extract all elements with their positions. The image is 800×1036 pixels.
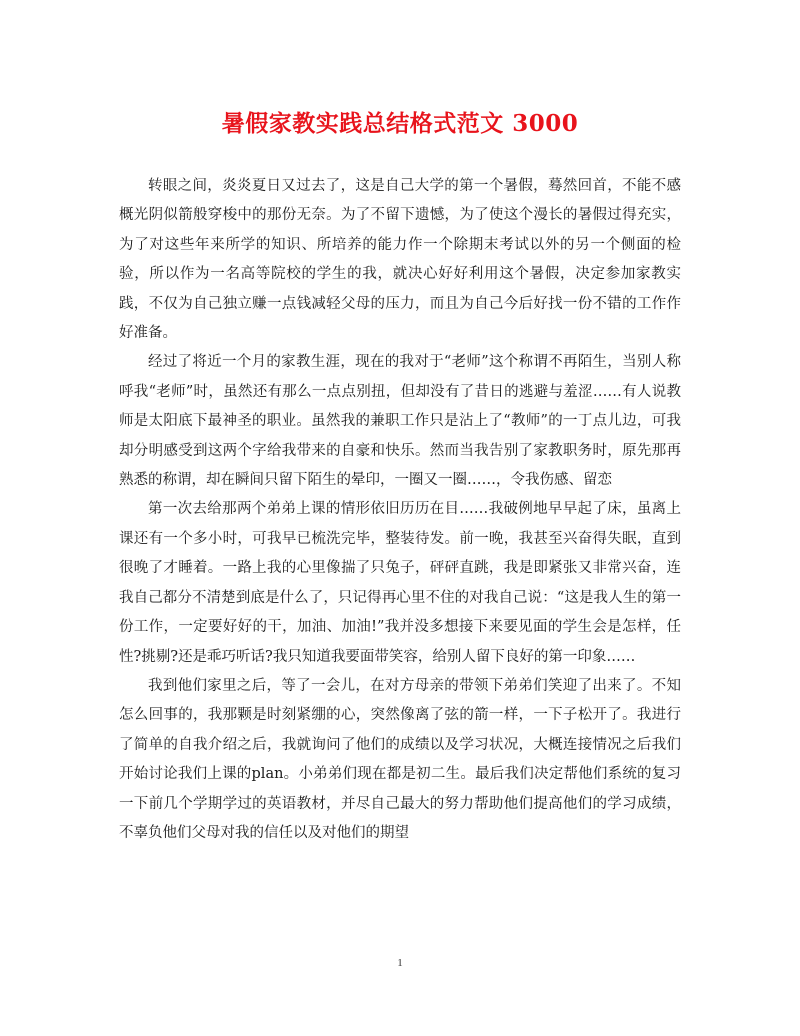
paragraph-2: 经过了将近一个月的家教生涯，现在的我对于“老师”这个称谓不再陌生，当别人称呼我“老师”时，虽然还有那么一点点别扭，但却没有了昔日的逃避与羞涩……有人说教师是太阳底下最神圣的职业。虽然我的兼职工作只是沾上了“教师”的一丁点儿边，可我却分明感受到这两个字给我带来的自豪和快乐。然而当我告别了家教职务时，原先那再熟悉的称谓，却在瞬间只留下陌生的晕印，一圈又一圈……，令我伤感、留恋: [119, 354, 681, 489]
paragraph-4: 我到他们家里之后，等了一会儿，在对方母亲的带领下弟弟们笑迎了出来了。不知怎么回事的，我那颗是时刻紧绷的心，突然像离了弦的箭一样，一下子松开了。我进行了简单的自我介绍之后，我就询问了他们的成绩以及学习状况，大概连接情况之后我们开始讨论我们上课的plan。小弟弟们现在都是初二生。最后我们决定帮他们系统的复习一下前几个学期学过的英语教材，并尽自己最大的努力帮助他们提高他们的学习成绩，不辜负他们父母对我的信任以及对他们的期望: [119, 677, 681, 841]
document-title: 暑假家教实践总结格式范文 3000: [221, 110, 579, 137]
paragraph-1: 转眼之间，炎炎夏日又过去了，这是自己大学的第一个暑假，蓦然回首，不能不感概光阴似箭般穿梭中的那份无奈。为了不留下遗憾，为了使这个漫长的暑假过得充实，为了对这些年来所学的知识、所培养的能力作一个除期末考试以外的另一个侧面的检验，所以作为一名高等院校的学生的我，就决心好好利用这个暑假，决定参加家教实践，不仅为自己独立赚一点钱减轻父母的压力，而且为自己今后好找一份不错的工作作好准备。: [119, 178, 681, 342]
page-number: 1: [397, 957, 403, 969]
document-body: [119, 172, 681, 848]
paragraph-3: 第一次去给那两个弟弟上课的情形依旧历历在目……我破例地早早起了床，虽离上课还有一个多小时，可我早已梳洗完毕，整装待发。前一晚，我甚至兴奋得失眠，直到很晚了才睡着。一路上我的心里像揣了只兔子，砰砰直跳，我是即紧张又非常兴奋，连我自己都分不清楚到底是什么了，只记得再心里不住的对我自己说：“这是我人生的第一份工作，一定要好好的干，加油、加油!”我并没多想接下来要见面的学生会是怎样，任性?挑剔?还是乖巧听话?我只知道我要面带笑容，给别人留下良好的第一印象……: [119, 501, 681, 665]
